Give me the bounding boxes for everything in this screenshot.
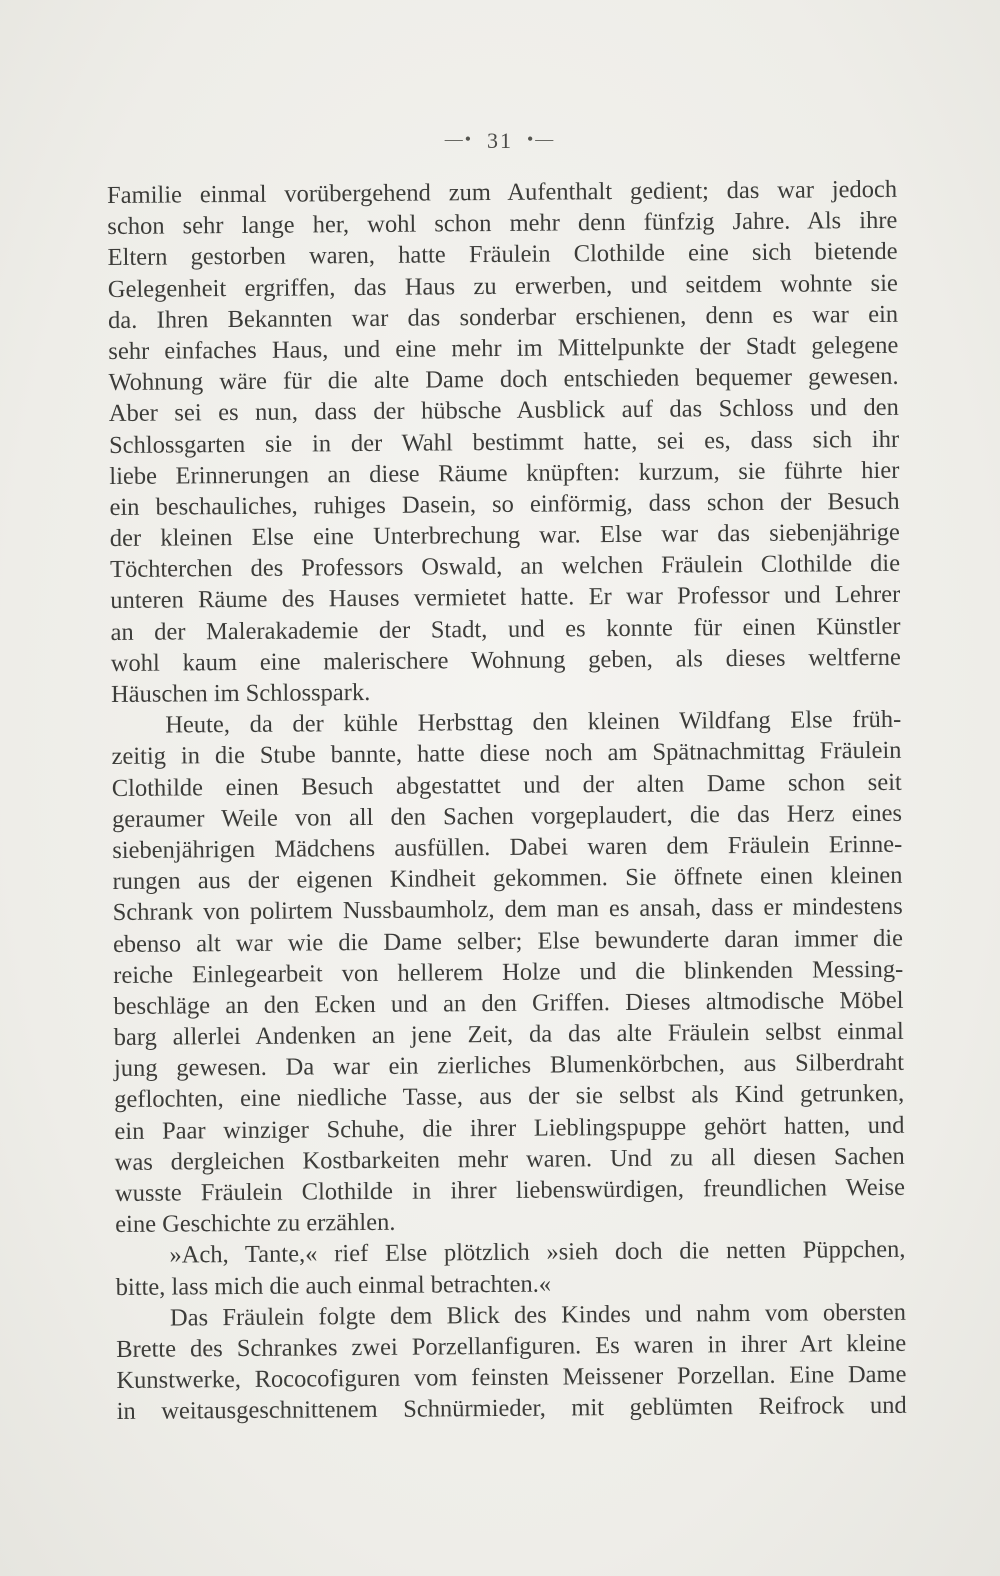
text-line: Brette des Schrankes zwei Porzellanfiguren. Es waren in ihrer Art kleine (116, 1329, 907, 1363)
text-line: Wohnung wäre für die alte Dame doch entschieden bequemer gewesen. (108, 362, 899, 397)
paragraph-start-line: Das Fräulein folgte dem Blick des Kindes und nahm vom obersten (169, 1298, 907, 1332)
text-line: liebe Erinnerungen an diese Räume knüpften: kurzum, sie führte hier (109, 456, 900, 490)
text-line: da. Ihren Bekannten war das sonderbar erschienen, denn es war ein (107, 300, 899, 334)
text-line: jung gewesen. Da war ein zierliches Blumenkörbchen, aus Silberdraht (113, 1049, 905, 1083)
text-line: eine Geschichte zu erzählen. (115, 1208, 396, 1239)
text-line: der kleinen Else eine Unterbrechung war. Else war das siebenjährige (109, 518, 900, 553)
right-ornament: •— (527, 129, 556, 149)
text-line: rungen aus der eigenen Kindheit gekommen. Sie öffnete einen kleinen (112, 861, 903, 896)
text-line: an der Malerakademie der Stadt, und es konnte für einen Künstler (110, 612, 901, 646)
page-header (0, 128, 1000, 154)
text-line: in weitausgeschnittenem Schnürmieder, mit geblümten Reifrock und (116, 1392, 907, 1426)
text-line: beschläge an den Ecken und an den Griffen. Dieses altmodische Möbel (113, 986, 904, 1020)
left-ornament: —• (444, 129, 473, 149)
text-line: barg allerlei Andenken an jene Zeit, da das alte Fräulein selbst einmal (113, 1017, 904, 1052)
text-line: Häuschen im Schlosspark. (110, 678, 371, 708)
body-text (107, 174, 907, 1428)
text-line: ein Paar winziger Schuhe, die ihrer Lieblingspuppe gehört hatten, und (114, 1111, 905, 1145)
text-line: Kunstwerke, Rococofiguren vom feinsten Meissener Porzellan. Eine Dame (116, 1360, 907, 1395)
text-line: unteren Räume des Hauses vermietet hatte. Er war Professor und Lehrer (110, 581, 901, 615)
paragraph-start-line: Heute, da der kühle Herbsttag den kleinen Wildfang Else früh- (165, 705, 902, 739)
text-line: wusste Fräulein Clothilde in ihrer liebenswürdigen, freundlichen Weise (114, 1173, 906, 1207)
paragraph-start-line: »Ach, Tante,« rief Else plötzlich »sieh doch die netten Püppchen, (169, 1236, 906, 1269)
text-line: Aber sei es nun, dass der hübsche Ausblick auf das Schloss und den (108, 394, 899, 428)
text-line: bitte, lass mich die auch einmal betrachten.« (115, 1270, 552, 1301)
text-line: Clothilde einen Besuch abgestattet und der alten Dame schon seit (111, 768, 902, 802)
text-line: zeitig in die Stube bannte, hatte diese noch am Spätnachmittag Fräulein (111, 737, 902, 771)
text-line: geflochten, eine niedliche Tasse, aus der sie selbst als Kind getrunken, (114, 1080, 905, 1114)
text-line: schon sehr lange her, wohl schon mehr denn fünfzig Jahre. Als ihre (107, 206, 898, 241)
text-line: Eltern gestorben waren, hatte Fräulein Clothilde eine sich bietende (107, 238, 898, 272)
text-line: was dergleichen Kostbarkeiten mehr waren. Und zu all diesen Sachen (114, 1142, 905, 1176)
text-line: Schrank von polirtem Nussbaumholz, dem man es ansah, dass er mindestens (112, 893, 903, 927)
text-line: Familie einmal vorübergehend zum Aufenthalt gedient; das war jedoch (107, 175, 898, 209)
text-line: ein beschauliches, ruhiges Dasein, so einförmig, dass schon der Besuch (109, 487, 900, 521)
text-line: ebenso alt war wie die Dame selber; Else bewunderte daran immer die (112, 924, 904, 958)
text-line: geraumer Weile von all den Sachen vorgeplaudert, die das Herz eines (111, 799, 903, 833)
text-line: sehr einfaches Haus, und eine mehr im Mittelpunkte der Stadt gelegene (108, 331, 899, 365)
text-line: Töchterchen des Professors Oswald, an welchen Fräulein Clothilde die (109, 550, 901, 584)
text-line: Schlossgarten sie in der Wahl bestimmt hatte, sei es, dass sich ihr (108, 425, 900, 459)
page-number: 31 (487, 128, 513, 153)
text-line: siebenjährigen Mädchens ausfüllen. Dabei waren dem Fräulein Erinne- (112, 830, 903, 864)
text-line: Gelegenheit ergriffen, das Haus zu erwerben, und seitdem wohnte sie (107, 269, 898, 303)
text-line: reiche Einlegearbeit von hellerem Holze und die blinkenden Messing- (113, 955, 904, 989)
text-line: wohl kaum eine malerischere Wohnung geben, als dieses weltferne (110, 643, 901, 677)
